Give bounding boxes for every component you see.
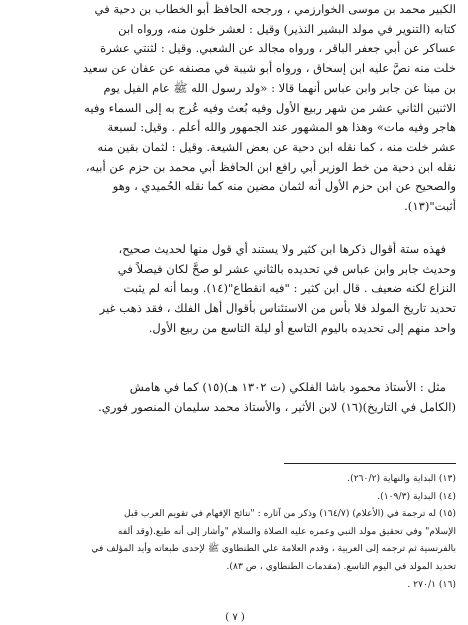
text-line: الكبير محمد بن موسى الخوارزمي ، ورجحه الحافظ أبو الخطاب بن دحية في bbox=[94, 2, 456, 16]
text-line: خلت منه نصَّ عليه ابن إسحاق ، ورواه أبو شيبة في مصنفه عن عفان عن سعيد bbox=[82, 61, 456, 76]
footnote-line: (١٤) البداية (١٠٩/٣). bbox=[377, 490, 456, 502]
text-line: كتابه (التنوير في مولد البشير النذير) وقيل : لعشر خلون منه، ورواه ابن bbox=[118, 21, 456, 36]
paragraph-3 bbox=[14, 378, 456, 417]
text-line: (الكامل في التاريخ)(١٦) لابن الأثير ، والأستاذ محمد سليمان المنصور فوري. bbox=[98, 399, 456, 414]
page-number: ( ٧ ) bbox=[225, 612, 245, 623]
footnote-line: بالفرنسية ثم ترجمه إلى العربية ، وقدم العلامة علي الطنطاوي ﷺ لإحدى طبعاته وأيد المؤلف في bbox=[91, 543, 456, 555]
footnote-line: تحديد المولد في اليوم التاسع. (مقدمات الطنطاوي ، ص ٨٣). bbox=[226, 560, 456, 572]
paragraph-1 bbox=[14, 0, 456, 217]
text-line: والصحيح عن ابن حزم الأول أنه لثمان مضين منه كما نقله الحُميدي ، وهو bbox=[112, 179, 456, 194]
footnote-line: (١٣) البداية والنهاية (٢٦٠/٢). bbox=[347, 473, 456, 484]
text-line: وحديث جابر وابن عباس في تحديده بالثاني عشر لو صحَّ لكان فيصلاً في bbox=[117, 261, 456, 276]
footnote-separator bbox=[284, 463, 456, 464]
footnote-line: (١٥) له ترجمة في (الأعلام) (١٦٤/٧) وذكر من آثاره : "نتائج الإفهام في تقويم العرب قبل bbox=[124, 508, 456, 520]
text-line: هاجر وفيه مات» وهذا هو المشهور عند الجمهور والله أعلم . وقيل: لسبعة bbox=[107, 120, 456, 135]
text-line: تحديد تاريخ المولد فلا بأس من الاستئناس بأقوال أهل الفلك ، فقد ذهب غير bbox=[99, 301, 456, 316]
text-line: النزاع لكنه ضعيف . قال ابن كثير : "فيه انقطاع"(١٤). وبما أنه لم يثبت bbox=[123, 281, 456, 296]
footnote-line: الإسلام" وفي تحقيق مولد النبي وعمره عليه الصلاة والسلام "وأشار إلى أنه طبع.(وقد ألفه bbox=[117, 525, 456, 537]
text-line: عشر خلت منه ، كما نقله ابن دحية عن بعض الشيعة. وقيل : لثمان بقين منه bbox=[97, 139, 456, 154]
book-page bbox=[14, 0, 456, 625]
text-line: واحد منهم إلى تحديده باليوم التاسع أو ليلة التاسع من ربيع الأول. bbox=[148, 320, 456, 335]
text-line: مثل : الأستاذ محمود باشا الفلكي (ت ١٣٠٢ هـ)(١٥) كما في هامش bbox=[129, 380, 446, 394]
text-line: فهذه ستة أقوال ذكرها ابن كثير ولا يستند أي قول منها لحديث صحيح، bbox=[118, 242, 446, 256]
paragraph-2 bbox=[14, 240, 456, 339]
text-line: عساكر عن أبي جعفر الباقر ، ورواه مجالد عن الشعبي. وقيل : لثنتي عشرة bbox=[100, 41, 456, 56]
text-line: الاثنين الثاني عشر من شهر ربيع الأول وفيه بُعث وفيه عُرج به إلى السماء وفيه bbox=[84, 100, 456, 115]
text-line: بن مينا عن جابر وابن عباس أنهما قالا : «ولد رسول الله ﷺ عام الفيل يوم bbox=[103, 80, 456, 95]
text-line: نقله ابن دحية من خط الوزير أبي رافع ابن الحافظ أبي محمد بن حزم عن أبيه، bbox=[85, 159, 456, 174]
footnotes bbox=[14, 470, 456, 593]
footnote-line: (١٦) ٢٧٠/١ . bbox=[407, 578, 456, 590]
text-line: أثبت"(١٣). bbox=[404, 199, 456, 214]
